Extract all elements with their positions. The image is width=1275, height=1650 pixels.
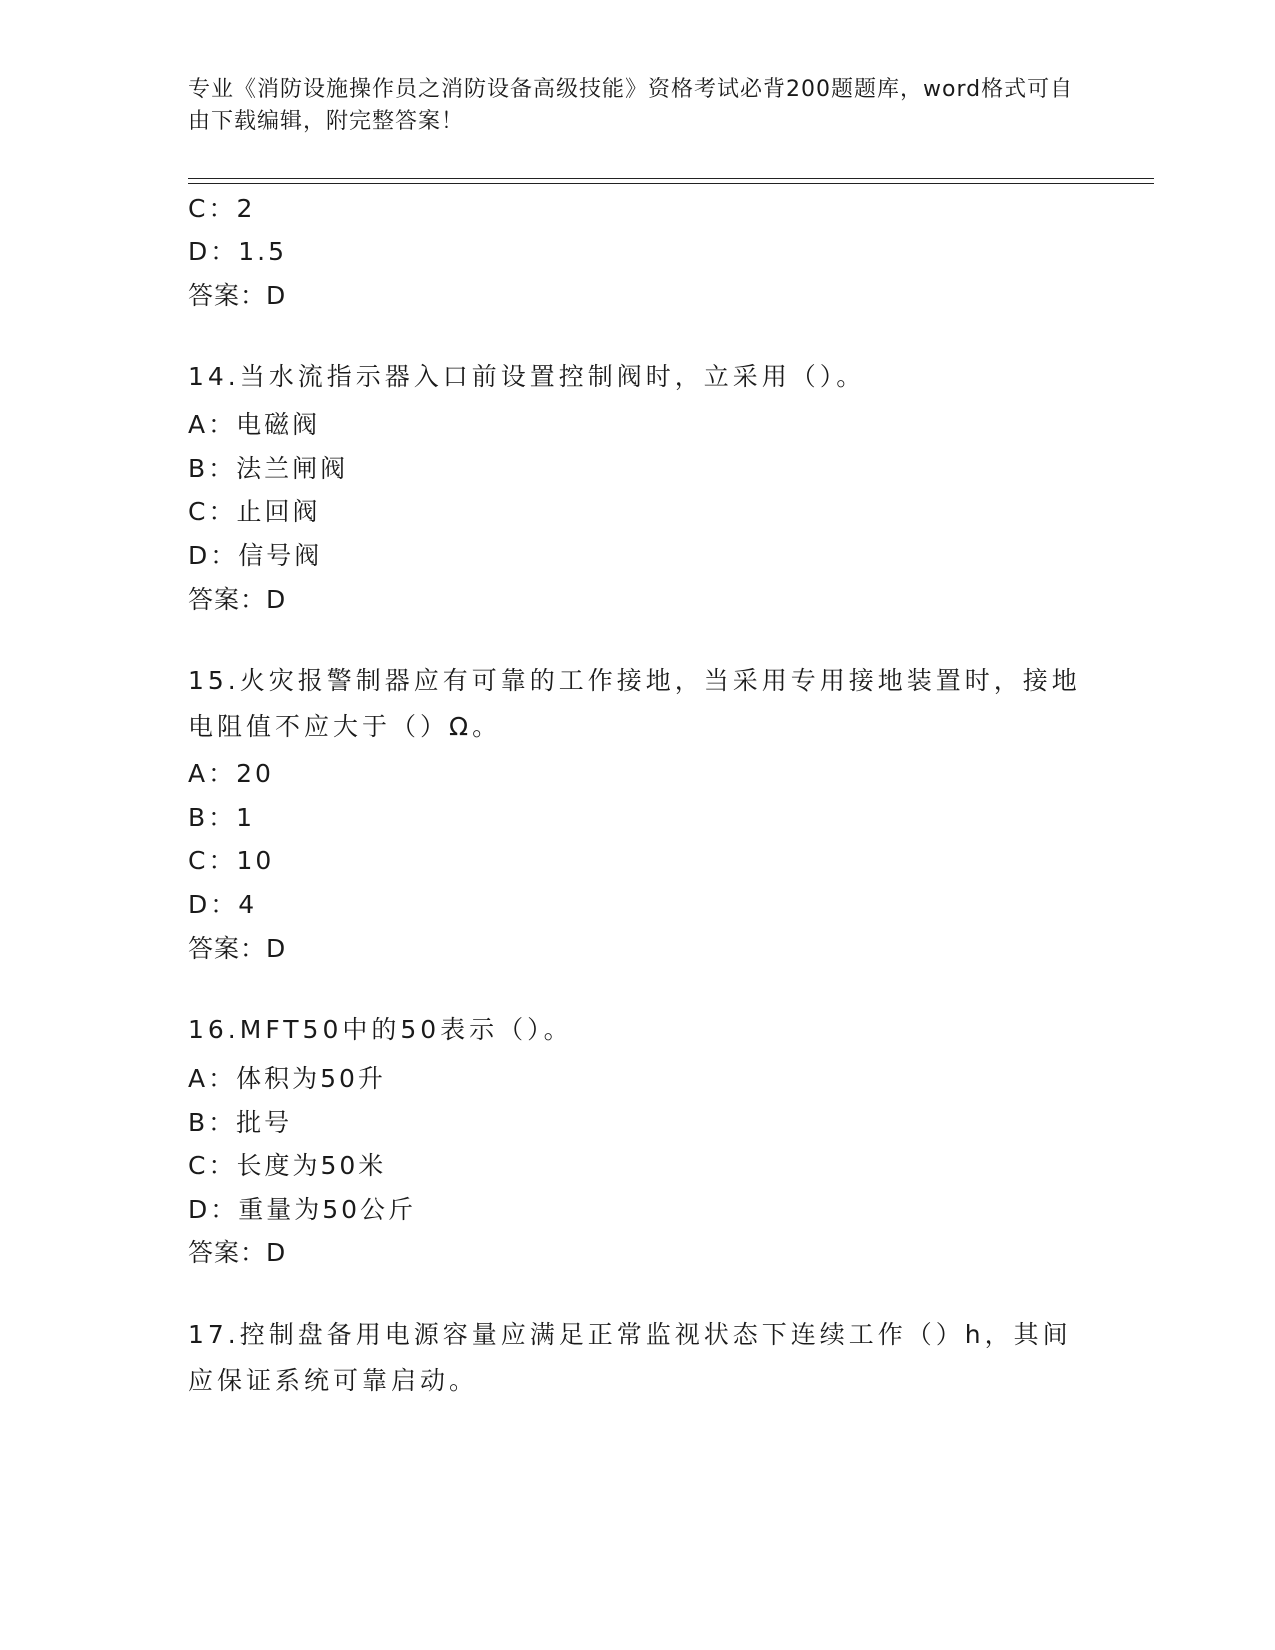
question-14-answer: 答案：D (188, 585, 287, 614)
question-15-option-c: C：10 (188, 846, 275, 875)
document-header: 专业《消防设施操作员之消防设备高级技能》资格考试必背200题题库，word格式可自由下载编辑，附完整答案！ (188, 77, 1074, 134)
question-15-text: 15.火灾报警制器应有可靠的工作接地，当采用专用接地装置时，接地电阻值不应大于（）Ω。 (188, 666, 1081, 741)
question-17-text: 17.控制盘备用电源容量应满足正常监视状态下连续工作（）h，其间应保证系统可靠启动。 (188, 1320, 1072, 1395)
question-16-option-b: B：批号 (188, 1108, 293, 1137)
header-divider-top (188, 178, 1154, 179)
header-divider-bottom (188, 183, 1154, 184)
option-c: C：2 (188, 194, 256, 223)
question-16-answer: 答案：D (188, 1238, 287, 1267)
question-16-option-c: C：长度为50米 (188, 1151, 387, 1180)
question-16-text: 16.MFT50中的50表示（）。 (188, 1015, 573, 1044)
option-d: D：1.5 (188, 237, 288, 266)
question-15-option-a: A：20 (188, 759, 274, 788)
question-15-option-b: B：1 (188, 803, 256, 832)
question-14-option-d: D：信号阀 (188, 541, 323, 570)
question-14-option-a: A：电磁阀 (188, 410, 321, 439)
question-14-text: 14.当水流指示器入口前设置控制阀时，立采用（）。 (188, 362, 866, 391)
question-14-option-b: B：法兰闸阀 (188, 454, 349, 483)
question-15-option-d: D：4 (188, 890, 258, 919)
question-16-option-a: A：体积为50升 (188, 1064, 386, 1093)
answer-line: 答案：D (188, 281, 287, 310)
question-14-option-c: C：止回阀 (188, 497, 321, 526)
question-16-option-d: D：重量为50公斤 (188, 1195, 417, 1224)
question-15-answer: 答案：D (188, 934, 287, 963)
